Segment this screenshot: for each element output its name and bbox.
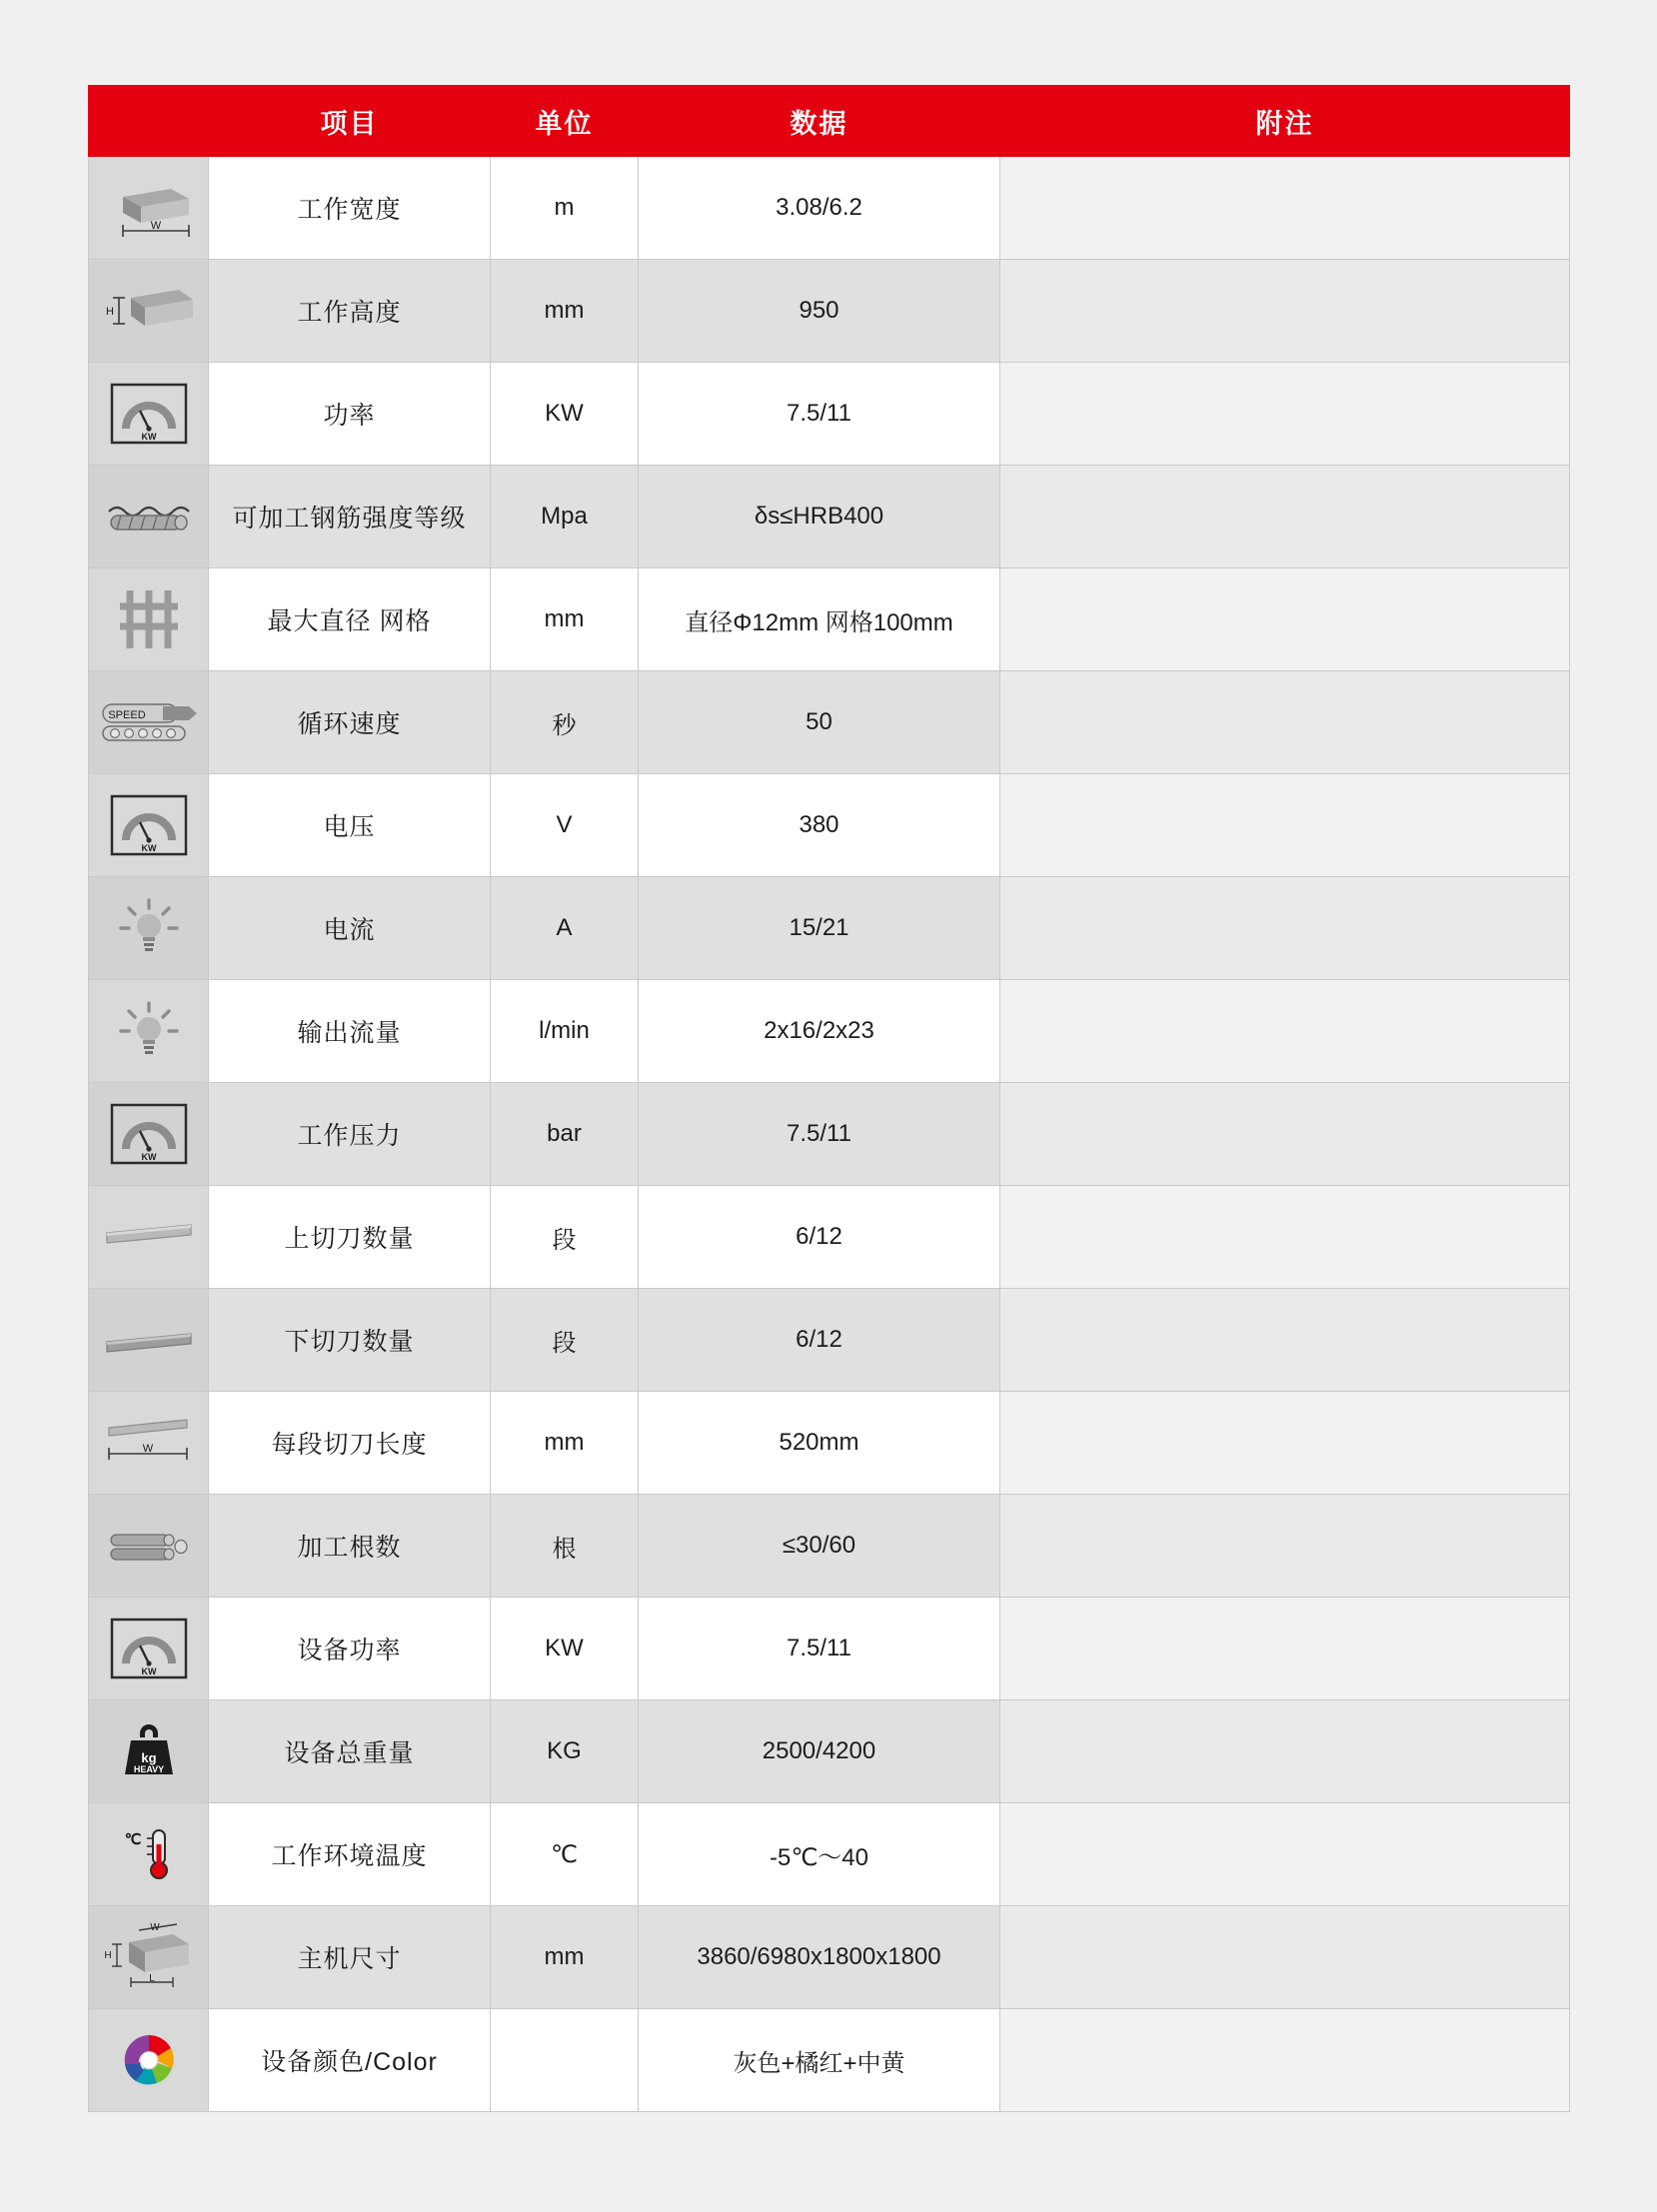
svg-text:KW: KW <box>141 843 156 853</box>
row-unit: bar <box>491 1083 639 1186</box>
row-note <box>1000 466 1570 568</box>
row-value: 520mm <box>639 1392 1000 1495</box>
row-icon-cell <box>89 568 209 671</box>
table-row <box>89 1598 1570 1700</box>
thermometer-icon <box>89 1804 208 1904</box>
specification-table <box>88 85 1570 2112</box>
color-wheel-icon <box>89 2010 208 2110</box>
svg-text:KW: KW <box>141 432 156 442</box>
table-row <box>89 1083 1570 1186</box>
table-row <box>89 1289 1570 1392</box>
row-note <box>1000 363 1570 466</box>
table-row <box>89 1803 1570 1906</box>
bulb-icon <box>89 981 208 1081</box>
conveyor-speed-icon <box>89 672 208 772</box>
row-item-name: 最大直径 网格 <box>209 568 491 671</box>
box-width-icon <box>89 158 208 258</box>
row-note <box>1000 1598 1570 1700</box>
svg-text:KW: KW <box>141 1152 156 1162</box>
row-unit: m <box>491 157 639 260</box>
row-value: 6/12 <box>639 1289 1000 1392</box>
row-icon-cell <box>89 1289 209 1392</box>
svg-text:W: W <box>149 1922 160 1933</box>
header-cell-data: 数据 <box>639 86 1000 157</box>
row-item-name: 工作环境温度 <box>209 1803 491 1906</box>
row-value: δs≤HRB400 <box>639 466 1000 568</box>
row-note <box>1000 568 1570 671</box>
row-note <box>1000 1083 1570 1186</box>
row-note <box>1000 260 1570 363</box>
row-icon-cell <box>89 980 209 1083</box>
gauge-kw-icon <box>89 1084 208 1184</box>
box-height-icon <box>89 261 208 361</box>
row-note <box>1000 1495 1570 1598</box>
svg-text:HEAVY: HEAVY <box>133 1764 164 1774</box>
row-value: 2x16/2x23 <box>639 980 1000 1083</box>
row-item-name: 循环速度 <box>209 671 491 774</box>
row-icon-cell <box>89 466 209 568</box>
row-unit: KW <box>491 1598 639 1700</box>
lower-blade-icon <box>89 1290 208 1390</box>
row-icon-cell <box>89 877 209 980</box>
row-note <box>1000 1392 1570 1495</box>
table-row <box>89 671 1570 774</box>
row-item-name: 功率 <box>209 363 491 466</box>
row-unit: mm <box>491 1906 639 2009</box>
row-note <box>1000 774 1570 877</box>
row-unit: KW <box>491 363 639 466</box>
row-item-name: 上切刀数量 <box>209 1186 491 1289</box>
bulb-icon <box>89 878 208 978</box>
table-row <box>89 980 1570 1083</box>
row-item-name: 工作宽度 <box>209 157 491 260</box>
row-note <box>1000 1803 1570 1906</box>
row-note <box>1000 671 1570 774</box>
row-icon-cell <box>89 774 209 877</box>
row-note <box>1000 1289 1570 1392</box>
table-row <box>89 466 1570 568</box>
row-unit: 秒 <box>491 671 639 774</box>
row-icon-cell <box>89 1392 209 1495</box>
table-row <box>89 1392 1570 1495</box>
row-icon-cell <box>89 157 209 260</box>
table-row <box>89 568 1570 671</box>
box-dimensions-icon <box>89 1907 208 2007</box>
svg-text:℃: ℃ <box>124 1831 141 1848</box>
row-note <box>1000 157 1570 260</box>
row-unit: ℃ <box>491 1803 639 1906</box>
row-icon-cell <box>89 671 209 774</box>
row-note <box>1000 1186 1570 1289</box>
table-row <box>89 260 1570 363</box>
svg-text:H: H <box>103 1950 112 1961</box>
svg-text:KW: KW <box>141 1666 156 1676</box>
row-item-name: 下切刀数量 <box>209 1289 491 1392</box>
row-icon-cell <box>89 1495 209 1598</box>
row-item-name: 设备总重量 <box>209 1700 491 1803</box>
row-note <box>1000 877 1570 980</box>
row-value: 15/21 <box>639 877 1000 980</box>
row-unit: l/min <box>491 980 639 1083</box>
row-note <box>1000 980 1570 1083</box>
row-item-name: 设备功率 <box>209 1598 491 1700</box>
weight-heavy-icon <box>89 1701 208 1801</box>
row-unit: mm <box>491 260 639 363</box>
row-value: 380 <box>639 774 1000 877</box>
bars-count-icon <box>89 1496 208 1596</box>
header-cell-item: 项目 <box>209 86 491 157</box>
blade-length-icon <box>89 1393 208 1493</box>
row-value: -5℃～40 <box>639 1803 1000 1906</box>
row-value: 3860/6980x1800x1800 <box>639 1906 1000 2009</box>
row-unit: mm <box>491 1392 639 1495</box>
row-unit: 根 <box>491 1495 639 1598</box>
row-value: 50 <box>639 671 1000 774</box>
row-note <box>1000 1700 1570 1803</box>
table-row <box>89 1186 1570 1289</box>
row-icon-cell <box>89 2009 209 2112</box>
header-cell-icon <box>89 86 209 157</box>
header-row <box>89 86 1570 157</box>
table-row <box>89 1906 1570 2009</box>
row-item-name: 电压 <box>209 774 491 877</box>
svg-text:W: W <box>142 1443 153 1455</box>
row-icon-cell <box>89 363 209 466</box>
table-header <box>89 86 1570 157</box>
upper-blade-icon <box>89 1187 208 1287</box>
row-unit <box>491 2009 639 2112</box>
row-icon-cell <box>89 1700 209 1803</box>
table-body <box>89 157 1570 2112</box>
row-item-name: 加工根数 <box>209 1495 491 1598</box>
row-unit: KG <box>491 1700 639 1803</box>
svg-text:W: W <box>150 220 161 232</box>
svg-text:H: H <box>105 306 114 318</box>
row-unit: V <box>491 774 639 877</box>
row-item-name: 可加工钢筋强度等级 <box>209 466 491 568</box>
row-item-name: 电流 <box>209 877 491 980</box>
row-value: 7.5/11 <box>639 363 1000 466</box>
row-unit: mm <box>491 568 639 671</box>
row-value: 950 <box>639 260 1000 363</box>
mesh-grid-icon <box>89 569 208 669</box>
row-icon-cell <box>89 1083 209 1186</box>
row-item-name: 每段切刀长度 <box>209 1392 491 1495</box>
table-row <box>89 774 1570 877</box>
table-row <box>89 1495 1570 1598</box>
header-cell-note: 附注 <box>1000 86 1570 157</box>
row-icon-cell <box>89 1186 209 1289</box>
row-value: 2500/4200 <box>639 1700 1000 1803</box>
row-value: 3.08/6.2 <box>639 157 1000 260</box>
row-value: 直径Φ12mm 网格100mm <box>639 568 1000 671</box>
row-value: 6/12 <box>639 1186 1000 1289</box>
row-unit: 段 <box>491 1289 639 1392</box>
gauge-kw-icon <box>89 1599 208 1698</box>
row-item-name: 设备颜色/Color <box>209 2009 491 2112</box>
row-item-name: 工作压力 <box>209 1083 491 1186</box>
table-row <box>89 2009 1570 2112</box>
table-row <box>89 157 1570 260</box>
gauge-kw-icon <box>89 775 208 875</box>
row-item-name: 主机尺寸 <box>209 1906 491 2009</box>
row-item-name: 输出流量 <box>209 980 491 1083</box>
svg-text:SPEED: SPEED <box>107 709 146 721</box>
row-value: 7.5/11 <box>639 1598 1000 1700</box>
row-value: 灰色+橘红+中黄 <box>639 2009 1000 2112</box>
row-value: ≤30/60 <box>639 1495 1000 1598</box>
row-unit: 段 <box>491 1186 639 1289</box>
table-row <box>89 363 1570 466</box>
table-row <box>89 1700 1570 1803</box>
row-unit: Mpa <box>491 466 639 568</box>
row-icon-cell <box>89 1598 209 1700</box>
row-note <box>1000 1906 1570 2009</box>
table-row <box>89 877 1570 980</box>
row-icon-cell <box>89 1906 209 2009</box>
row-note <box>1000 2009 1570 2112</box>
svg-text:kg: kg <box>140 1750 157 1765</box>
row-value: 7.5/11 <box>639 1083 1000 1186</box>
row-icon-cell <box>89 1803 209 1906</box>
row-icon-cell <box>89 260 209 363</box>
svg-text:L: L <box>148 1973 155 1984</box>
header-cell-unit: 单位 <box>491 86 639 157</box>
row-unit: A <box>491 877 639 980</box>
rebar-strength-icon <box>89 467 208 566</box>
gauge-kw-icon <box>89 364 208 464</box>
row-item-name: 工作高度 <box>209 260 491 363</box>
